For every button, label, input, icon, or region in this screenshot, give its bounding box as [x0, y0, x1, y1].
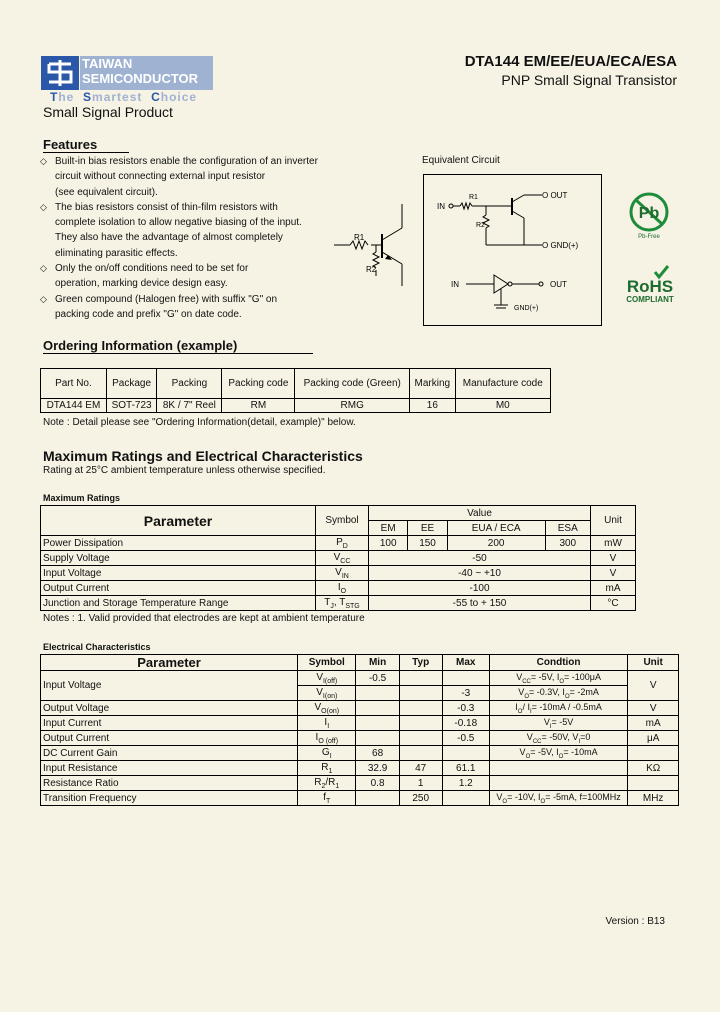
feature-line: complete isolation to allow negative biasing of the input.	[55, 217, 302, 229]
ordering-cell: 16	[410, 399, 456, 413]
feature-line: operation, marking device design easy.	[55, 278, 228, 290]
symbol-cell	[298, 761, 356, 776]
ordering-cell: DTA144 EM	[41, 399, 107, 413]
condition-cell	[489, 776, 627, 791]
ec-header: Parameter	[41, 655, 298, 671]
r1-label: R1	[354, 233, 365, 242]
value-cell: 300	[545, 536, 590, 551]
symbol: I	[337, 581, 341, 593]
symbol-sub: I(on)	[322, 692, 338, 700]
table-row	[41, 701, 679, 716]
ec-gnd-label: O GND(+)	[542, 241, 579, 250]
table-row	[41, 761, 679, 776]
condition-cell	[489, 671, 627, 686]
cond-sub-1: O	[525, 753, 531, 760]
typ-cell	[399, 686, 442, 701]
symbol-cell	[316, 596, 369, 611]
ec-out-label: O OUT	[542, 191, 568, 200]
electrical-title: Electrical Characteristics	[43, 642, 151, 652]
symbol: f	[323, 791, 327, 803]
min-cell: 0.8	[356, 776, 399, 791]
ordering-header: Packing code	[222, 369, 295, 399]
unit-cell: mW	[591, 536, 636, 551]
max-ratings-title: Maximum Ratings	[43, 493, 121, 503]
feature-line: (see equivalent circuit).	[55, 186, 158, 198]
max-cell: -0.18	[442, 716, 489, 731]
cond-b: / I	[522, 701, 530, 712]
symbol-cell	[316, 581, 369, 596]
part-subtitle: PNP Small Signal Transistor	[501, 72, 677, 88]
ec-header: Max	[442, 655, 489, 671]
equivalent-circuit-box	[423, 174, 602, 326]
mr-unit-header: Unit	[591, 506, 636, 536]
ordering-cell: M0	[455, 399, 550, 413]
ordering-header: Package	[106, 369, 157, 399]
symbol-sub-2: 1	[335, 782, 340, 790]
condition-cell	[489, 716, 627, 731]
symbol-2: /R	[325, 776, 336, 788]
symbol-cell	[316, 566, 369, 581]
slogan-word-1: he	[58, 90, 75, 104]
typ-cell: 250	[399, 791, 442, 806]
unit-cell: MHz	[628, 791, 679, 806]
symbol-sub: O (off)	[318, 737, 339, 745]
company-name	[80, 56, 213, 90]
param-cell: Input Current	[41, 716, 298, 731]
cond-sub-1: O	[524, 693, 529, 700]
typ-cell	[399, 671, 442, 686]
param-cell: Supply Voltage	[41, 551, 316, 566]
symbol-cell	[298, 716, 356, 731]
table-row	[41, 671, 679, 686]
ec-header: Typ	[399, 655, 442, 671]
symbol: P	[336, 536, 343, 548]
cond-sub-2: O	[564, 693, 570, 700]
ordering-header: Marking	[410, 369, 456, 399]
cond-b: = -5V, I	[530, 746, 559, 757]
max-cell: -3	[442, 686, 489, 701]
cond-sub-2: O	[558, 753, 564, 760]
typ-cell: 47	[399, 761, 442, 776]
value-cell: 150	[408, 536, 447, 551]
min-cell	[356, 686, 399, 701]
symbol-cell	[316, 551, 369, 566]
feature-item: ◇ The bias resistors consist of thin-film resistors with	[43, 200, 333, 215]
symbol: V	[333, 551, 341, 563]
param-cell: Junction and Storage Temperature Range	[41, 596, 316, 611]
symbol: I	[324, 716, 328, 728]
mr-value-header: Value	[369, 506, 591, 521]
cond-a: V	[496, 791, 503, 802]
unit-cell: V	[591, 566, 636, 581]
symbol-2: , T	[333, 596, 346, 608]
feature-line: They also have the advantage of almost completely	[55, 232, 283, 244]
cond-sub-2: O	[540, 798, 546, 805]
table-row	[41, 716, 679, 731]
cond-a: V	[516, 671, 523, 682]
cond-b: = -5V	[551, 716, 574, 727]
param-cell: Input Voltage	[41, 566, 316, 581]
min-cell	[356, 701, 399, 716]
unit-cell: mA	[628, 716, 679, 731]
max-cell: -0.3	[442, 701, 489, 716]
ordering-header: Manufacture code	[455, 369, 550, 399]
ec-header: Min	[356, 655, 399, 671]
cond-c: = -10mA	[563, 746, 598, 757]
slogan-cap-2: S	[83, 90, 93, 104]
max-cell	[442, 746, 489, 761]
ordering-heading: Ordering Information (example)	[43, 338, 313, 354]
symbol-sub: 1	[328, 767, 333, 775]
variant-header: ESA	[545, 521, 590, 536]
ordering-note: Note : Detail please see "Ordering Information(detail, example)" below.	[43, 417, 356, 428]
ordering-cell: SOT-723	[106, 399, 157, 413]
ec-gnd2-label: GND(+)	[514, 305, 539, 312]
symbol-sub: I(off)	[322, 677, 338, 685]
slogan	[50, 90, 197, 104]
cond-sub-2: I	[578, 738, 581, 745]
param-cell: Resistance Ratio	[41, 776, 298, 791]
param-cell: Input Voltage	[41, 671, 298, 701]
param-cell: Input Resistance	[41, 761, 298, 776]
ec-out2-label: OUT	[550, 280, 567, 289]
variant-header: EE	[408, 521, 447, 536]
condition-cell	[489, 686, 627, 701]
max-cell: -0.5	[442, 731, 489, 746]
cond-sub-1: O	[517, 708, 523, 715]
unit-cell	[628, 776, 679, 791]
max-cell	[442, 791, 489, 806]
symbol: G	[321, 746, 330, 758]
compliant-text: COMPLIANT	[626, 295, 674, 304]
param-cell: Output Current	[41, 581, 316, 596]
value-cell: -100	[369, 581, 591, 596]
param-cell: Power Dissipation	[41, 536, 316, 551]
ordering-header: Part No.	[41, 369, 107, 399]
feature-item: ◇ Built-in bias resistors enable the configuration of an inverter	[43, 154, 333, 169]
company-line2: SEMICONDUCTOR	[82, 71, 199, 86]
ec-header: Unit	[628, 655, 679, 671]
r2-label: R2	[366, 265, 377, 274]
symbol-cell	[298, 686, 356, 701]
symbol-sub: D	[342, 542, 348, 550]
slogan-word-2: martest	[92, 90, 143, 104]
ratings-note: Notes : 1. Valid provided that electrodes are kept at ambient temperature	[43, 613, 365, 624]
feature-line: eliminating parasitic effects.	[55, 247, 178, 259]
features-list	[43, 154, 333, 322]
check-icon	[655, 266, 668, 277]
slogan-cap-1: T	[50, 90, 59, 104]
ordering-cell: 8K / 7" Reel	[157, 399, 222, 413]
ordering-cell: RMG	[295, 399, 410, 413]
value-cell: 200	[447, 536, 545, 551]
ordering-cell: RM	[222, 399, 295, 413]
symbol-cell	[316, 536, 369, 551]
symbol-cell	[298, 731, 356, 746]
feature-line: packing code and prefix "G" on date code.	[55, 308, 242, 320]
table-row	[41, 776, 679, 791]
symbol-cell	[298, 701, 356, 716]
cond-b: = -50V, V	[541, 731, 579, 742]
typ-cell	[399, 731, 442, 746]
symbol-sub: I	[329, 752, 332, 760]
company-logo-mark	[41, 56, 79, 90]
ts-logo-icon	[41, 56, 79, 90]
min-cell: -0.5	[356, 671, 399, 686]
unit-cell: μA	[628, 731, 679, 746]
condition-cell	[489, 761, 627, 776]
cond-sub-1: CC	[522, 678, 531, 685]
param-cell: Output Current	[41, 731, 298, 746]
unit-cell: °C	[591, 596, 636, 611]
min-cell: 68	[356, 746, 399, 761]
symbol-sub: O(on)	[321, 707, 340, 715]
cond-c: = -10mA / -0.5mA	[531, 701, 602, 712]
version: Version : B13	[605, 916, 665, 927]
ordering-table	[40, 368, 551, 413]
min-cell	[356, 716, 399, 731]
symbol-cell	[298, 671, 356, 686]
value-cell: 100	[369, 536, 408, 551]
typ-cell: 1	[399, 776, 442, 791]
ratings-subheading: Rating at 25°C ambient temperature unless otherwise specified.	[43, 465, 326, 476]
cond-c: =0	[580, 731, 591, 742]
max-cell: 1.2	[442, 776, 489, 791]
transistor-schematic	[330, 198, 420, 288]
condition-cell	[489, 731, 627, 746]
unit-cell	[628, 746, 679, 761]
max-ratings-table	[40, 505, 636, 611]
min-cell: 32.9	[356, 761, 399, 776]
unit-cell: mA	[591, 581, 636, 596]
table-row	[41, 581, 636, 596]
condition-cell	[489, 746, 627, 761]
ratings-heading: Maximum Ratings and Electrical Characteristics	[43, 448, 363, 464]
table-row	[41, 566, 636, 581]
typ-cell	[399, 746, 442, 761]
symbol: I	[315, 731, 319, 743]
table-row	[41, 596, 636, 611]
cond-a: V	[543, 716, 550, 727]
symbol: R	[314, 776, 322, 788]
symbol: V	[316, 671, 323, 683]
cond-a: V	[526, 731, 533, 742]
unit-cell: V	[628, 701, 679, 716]
part-title: DTA144 EM/EE/EUA/ECA/ESA	[464, 53, 677, 70]
symbol: T	[324, 596, 331, 608]
symbol-sub: J	[330, 602, 334, 610]
symbol-sub: T	[326, 797, 331, 805]
cond-a: I	[515, 701, 518, 712]
cond-a: V	[519, 746, 526, 757]
cond-sub-1: O	[502, 798, 508, 805]
param-cell: DC Current Gain	[41, 746, 298, 761]
cond-sub-1: I	[549, 723, 552, 730]
max-cell	[442, 671, 489, 686]
symbol-cell	[298, 746, 356, 761]
cond-sub-2: O	[559, 678, 564, 685]
cond-c: = -100μA	[564, 671, 601, 682]
mr-param-header: Parameter	[41, 506, 316, 536]
condition-cell	[489, 791, 627, 806]
symbol-sub: I	[327, 722, 330, 730]
table-row	[41, 551, 636, 566]
rohs-badge	[620, 264, 680, 306]
typ-cell	[399, 716, 442, 731]
equivalent-circuit-diagram	[424, 175, 601, 325]
ec-r1-label: R1	[469, 194, 478, 201]
feature-item: ◇ Green compound (Halogen free) with suffix "G" on	[43, 292, 333, 307]
table-row	[41, 746, 679, 761]
symbol-cell	[298, 776, 356, 791]
cond-b: = -10V, I	[507, 791, 541, 802]
feature-item: ◇ Only the on/off conditions need to be set for	[43, 261, 333, 276]
ec-header: Condtion	[489, 655, 627, 671]
feature-line: circuit without connecting external input resistor	[55, 171, 266, 183]
symbol-sub: O	[340, 587, 347, 595]
table-row	[41, 731, 679, 746]
value-cell: -50	[369, 551, 591, 566]
min-cell	[356, 731, 399, 746]
param-cell: Output Voltage	[41, 701, 298, 716]
param-cell: Transition Frequency	[41, 791, 298, 806]
product-class: Small Signal Product	[43, 104, 173, 120]
cond-sub-2: I	[529, 708, 532, 715]
cond-b: = -5V, I	[530, 671, 560, 682]
value-cell: -40 ~ +10	[369, 566, 591, 581]
symbol: V	[314, 701, 322, 713]
ec-in-label: IN	[437, 202, 445, 211]
unit-cell: V	[628, 671, 679, 701]
pb-free-text: Pb-Free	[638, 234, 660, 240]
ordering-header: Packing code (Green)	[295, 369, 410, 399]
unit-cell: KΩ	[628, 761, 679, 776]
slogan-cap-3: C	[151, 90, 161, 104]
pb-free-badge	[626, 192, 672, 240]
slogan-word-3: hoice	[160, 90, 198, 104]
variant-header: EUA / ECA	[447, 521, 545, 536]
value-cell: -55 to + 150	[369, 596, 591, 611]
cond-sub-1: CC	[532, 738, 542, 745]
cond-c: = -2mA	[569, 686, 599, 697]
condition-cell	[489, 701, 627, 716]
symbol: R	[321, 761, 329, 773]
symbol-cell	[298, 791, 356, 806]
mr-symbol-header: Symbol	[316, 506, 369, 536]
pb-text: Pb	[638, 205, 660, 222]
symbol-sub-2: STG	[345, 602, 360, 610]
electrical-table	[40, 654, 679, 806]
symbol: V	[335, 566, 342, 578]
unit-cell: V	[591, 551, 636, 566]
symbol-sub: 2	[321, 782, 326, 790]
symbol-sub: IN	[341, 572, 349, 580]
cond-c: = -5mA, f=100MHz	[545, 791, 621, 802]
min-cell	[356, 791, 399, 806]
equivalent-circuit-title: Equivalent Circuit	[422, 155, 500, 166]
ec-header: Symbol	[298, 655, 356, 671]
cond-a: V	[518, 686, 525, 697]
ec-in2-label: IN	[451, 280, 459, 289]
table-row	[41, 791, 679, 806]
ec-r2-label: R2	[476, 222, 485, 229]
ordering-header: Packing	[157, 369, 222, 399]
symbol-sub: CC	[340, 557, 351, 565]
features-heading: Features	[43, 137, 129, 153]
company-line1: TAIWAN	[82, 56, 133, 71]
symbol: V	[316, 686, 323, 698]
variant-header: EM	[369, 521, 408, 536]
cond-b: = -0.3V, I	[528, 686, 565, 697]
max-cell: 61.1	[442, 761, 489, 776]
rohs-text: RoHS	[626, 277, 674, 296]
typ-cell	[399, 701, 442, 716]
